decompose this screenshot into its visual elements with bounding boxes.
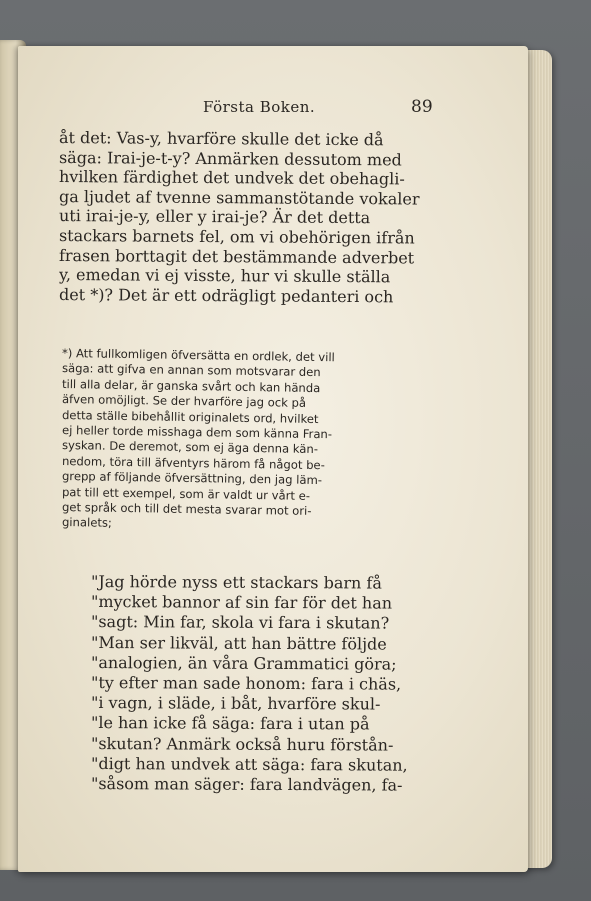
text-line: frasen borttagit det bestämmande adverbet xyxy=(58,245,415,268)
footnote-line: grepp af följande öfversättning, den jag läm- xyxy=(61,469,323,488)
footnote-line: detta ställe bibehållit originalets ord, hvilket xyxy=(61,407,319,426)
text-line: det *)? Det är ett odrägligt pedanteri och xyxy=(58,284,394,307)
quote-line: "analogien, än våra Grammatici göra; xyxy=(90,652,397,674)
quote-line: "sagt: Min far, skola vi fara i skutan? xyxy=(90,612,390,633)
quote-block xyxy=(91,572,453,794)
footnote-block xyxy=(62,346,452,531)
quote-line: "Man ser likväl, att han bättre följde xyxy=(90,632,387,654)
quote-line: "skutan? Anmärk också huru förstån- xyxy=(90,733,394,755)
footnote-line: ginalets; xyxy=(61,515,113,531)
text-line: hvilken färdighet det undvek det obehagli- xyxy=(58,167,405,189)
footnote-line: säga: att gifva en annan som motsvarar den xyxy=(61,361,321,380)
book-page xyxy=(18,46,528,872)
quote-line: "digt han undvek att säga: fara skutan, xyxy=(90,753,408,775)
footnote-line: till alla delar, är ganska svårt och kan hända xyxy=(61,376,321,395)
footnote-line: pat till ett exempel, som är valdt ur vårt e- xyxy=(61,484,311,503)
text-line: uti irai-je-y, eller y irai-je? Är det detta xyxy=(58,206,371,228)
footnote-line: *) Att fullkomligen öfversätta en ordlek, det vill xyxy=(61,346,335,365)
text-line: stackars barnets fel, om vi obehörigen ifrån xyxy=(58,225,415,248)
footnote-line: ej heller torde misshaga dem som känna Fran- xyxy=(61,423,333,442)
text-line: y, emedan vi ej visste, hur vi skulle ställa xyxy=(58,265,391,287)
quote-line: "i vagn, i släde, i båt, hvarföre skul- xyxy=(90,693,381,714)
footnote-line: get språk och till det mesta svarar mot ori- xyxy=(61,500,312,518)
text-line: åt det: Vas-y, hvarföre skulle det icke då xyxy=(58,128,384,150)
quote-line: "Jag hörde nyss ett stackars barn få xyxy=(90,572,382,593)
text-line: ga ljudet af tvenne sammanstötande vokaler xyxy=(58,186,420,209)
footnote-line: äfven omöjligt. Se der hvarföre jag ock på xyxy=(61,392,307,411)
quote-line: "såsom man säger: fara landvägen, fa- xyxy=(90,774,403,795)
quote-line: "ty efter man sade honom: fara i chäs, xyxy=(90,673,402,694)
page-number: 89 xyxy=(411,97,433,117)
footnote-line: nedom, töra till äfventyrs härom få något be- xyxy=(61,453,325,472)
footnote-line: syskan. De deremot, som ej äga denna kän- xyxy=(61,438,319,457)
quote-line: "le han icke få säga: fara i utan på xyxy=(90,713,370,734)
quote-line: "mycket bannor af sin far för det han xyxy=(90,592,393,613)
text-line: säga: Irai-je-t-y? Anmärken dessutom med xyxy=(58,147,402,169)
running-head: Första Boken. xyxy=(203,98,316,116)
main-text-block xyxy=(58,128,457,307)
